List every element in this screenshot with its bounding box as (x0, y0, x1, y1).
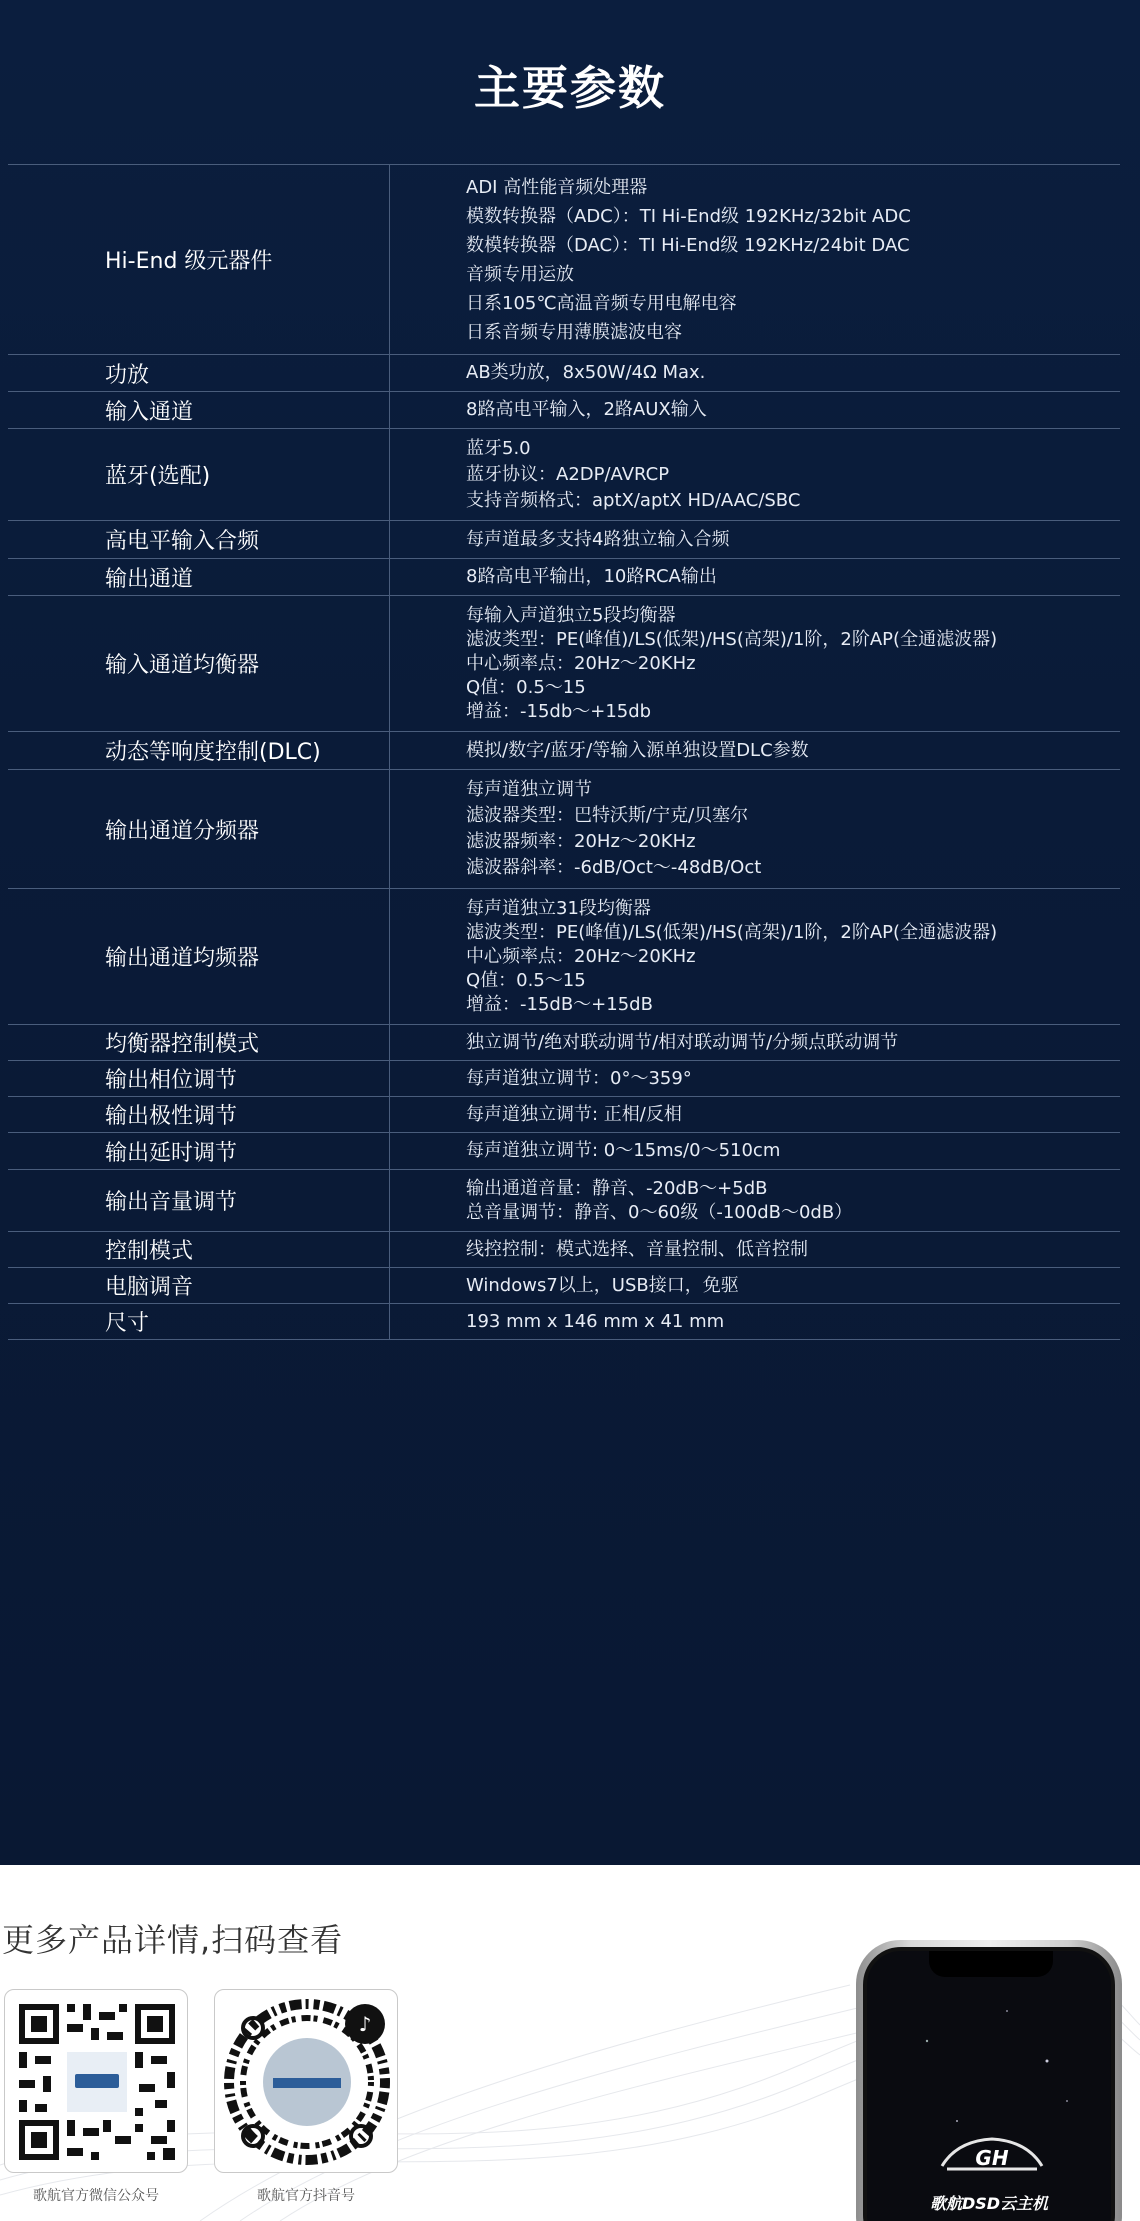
spec-row (8, 1025, 1120, 1061)
spec-row-values (390, 429, 1120, 520)
spec-value-line: 每声道独立调节：0°～359° (466, 1067, 692, 1089)
spec-value-line: 中心频率点：20Hz～20KHz (466, 652, 696, 674)
spec-row (8, 559, 1120, 596)
spec-value-line: 支持音频格式：aptX/aptX HD/AAC/SBC (466, 489, 801, 511)
spec-row (8, 521, 1120, 559)
spec-value-line: 蓝牙协议：A2DP/AVRCP (466, 463, 670, 485)
spec-row-label: 均衡器控制模式 (8, 1025, 390, 1060)
spec-row (8, 770, 1120, 889)
spec-value-line: 滤波器类型：巴特沃斯/宁克/贝塞尔 (466, 805, 749, 826)
spec-value-line: 蓝牙5.0 (466, 437, 531, 459)
spec-value-line: 音频专用运放 (466, 263, 574, 285)
spec-value-line: 增益：-15db～+15db (466, 700, 652, 722)
spec-value-line: AB类功放，8x50W/4Ω Max. (466, 362, 706, 383)
spec-value-line: 总音量调节：静音、0～60级（-100dB～0dB） (466, 1201, 853, 1223)
spec-row (8, 889, 1120, 1025)
spec-row-label: 输出音量调节 (8, 1170, 390, 1231)
spec-row-label: 功放 (8, 355, 390, 391)
footer-heading: 更多产品详情,扫码查看 (2, 1921, 344, 1959)
spec-value-line: 193 mm x 146 mm x 41 mm (466, 1310, 725, 1332)
spec-row-values (390, 1133, 1120, 1169)
spec-row (8, 355, 1120, 392)
footer-section (0, 1865, 1140, 2221)
spec-row (8, 732, 1120, 770)
spec-row (8, 1061, 1120, 1097)
spec-row-label: 输入通道 (8, 392, 390, 428)
phone-screen (863, 1947, 1115, 2221)
spec-row (8, 1097, 1120, 1133)
spec-value-line: 每声道独立31段均衡器 (466, 897, 651, 919)
spec-row (8, 429, 1120, 521)
spec-value-line: 独立调节/绝对联动调节/相对联动调节/分频点联动调节 (466, 1031, 899, 1053)
spec-row-values (390, 1025, 1120, 1060)
spec-row-values (390, 889, 1120, 1024)
spec-row-label: 输出延时调节 (8, 1133, 390, 1169)
spec-value-line: 增益：-15dB～+15dB (466, 993, 653, 1015)
spec-row-label: 输出通道 (8, 559, 390, 595)
spec-value-line: 滤波类型：PE(峰值)/LS(低架)/HS(高架)/1阶，2阶AP(全通滤波器) (466, 628, 998, 650)
page-title: 主要参数 (474, 61, 666, 115)
gh-car-logo-icon (937, 2131, 1047, 2181)
douyin-qr-card[interactable] (214, 1989, 398, 2173)
wechat-qr-caption: 歌航官方微信公众号 (33, 2188, 159, 2204)
spec-value-line: 每声道独立调节: 0～15ms/0～510cm (466, 1140, 781, 1161)
spec-value-line: ADI 高性能音频处理器 (466, 176, 648, 198)
spec-value-line: Q值：0.5～15 (466, 969, 586, 991)
svg-text:GH: GH (975, 2146, 1009, 2170)
spec-row-values (390, 1170, 1120, 1231)
wechat-qr-code-icon (5, 1990, 189, 2174)
spec-value-line: Q值：0.5～15 (466, 676, 586, 698)
spec-row-values (390, 521, 1120, 558)
spec-row-label: 控制模式 (8, 1232, 390, 1267)
spec-row (8, 596, 1120, 732)
spec-row-label: 输出通道均频器 (8, 889, 390, 1024)
spec-value-line: 每声道独立调节 (466, 779, 592, 800)
svg-text:♪: ♪ (358, 2012, 372, 2036)
spec-row-label: 动态等响度控制(DLC) (8, 732, 390, 769)
spec-row-values (390, 770, 1120, 888)
spec-row-label: 电脑调音 (8, 1268, 390, 1303)
spec-row-values (390, 392, 1120, 428)
spec-row-values (390, 165, 1120, 354)
spec-value-line: 滤波器斜率：-6dB/Oct～-48dB/Oct (466, 857, 762, 878)
douyin-qr-caption: 歌航官方抖音号 (257, 2188, 355, 2204)
spec-value-line: 8路高电平输入，2路AUX输入 (466, 399, 707, 420)
spec-value-line: 输出通道音量：静音、-20dB～+5dB (466, 1177, 768, 1199)
spec-value-line: 日系105℃高温音频专用电解电容 (466, 292, 737, 314)
spec-row-label: 蓝牙(选配) (8, 429, 390, 520)
spec-row (8, 1268, 1120, 1304)
spec-row-label: 输入通道均衡器 (8, 596, 390, 731)
spec-value-line: 滤波类型：PE(峰值)/LS(低架)/HS(高架)/1阶，2阶AP(全通滤波器) (466, 921, 998, 943)
spec-value-line: 线控控制：模式选择、音量控制、低音控制 (466, 1238, 808, 1260)
spec-value-line: 8路高电平输出，10路RCA输出 (466, 566, 717, 587)
spec-row (8, 1304, 1120, 1340)
spec-row-values (390, 1304, 1120, 1339)
spec-value-line: 每声道最多支持4路独立输入合频 (466, 528, 730, 550)
spec-value-line: Windows7以上，USB接口，免驱 (466, 1274, 739, 1296)
spec-row-values (390, 1232, 1120, 1267)
spec-row-label: 尺寸 (8, 1304, 390, 1339)
spec-value-line: 每声道独立调节: 正相/反相 (466, 1103, 682, 1125)
spec-row-label: 高电平输入合频 (8, 521, 390, 558)
spec-row-label: Hi-End 级元器件 (8, 165, 390, 354)
spec-row-label: 输出极性调节 (8, 1097, 390, 1132)
spec-table (8, 164, 1120, 1340)
phone-mockup (856, 1940, 1122, 2221)
spec-value-line: 数模转换器（DAC）：TI Hi-End级 192KHz/24bit DAC (466, 234, 910, 256)
spec-value-line: 模拟/数字/蓝牙/等输入源单独设置DLC参数 (466, 739, 809, 761)
spec-row-values (390, 1061, 1120, 1096)
spec-row-values (390, 732, 1120, 769)
spec-value-line: 每输入声道独立5段均衡器 (466, 604, 676, 626)
phone-app-text: 歌航DSD云主机 (929, 2194, 1049, 2213)
spec-row-label: 输出通道分频器 (8, 770, 390, 888)
spec-row (8, 392, 1120, 429)
douyin-qr-code-icon (215, 1990, 399, 2174)
spec-row-values (390, 1268, 1120, 1303)
spec-row (8, 1232, 1120, 1268)
spec-row (8, 1133, 1120, 1170)
wechat-qr-card[interactable] (4, 1989, 188, 2173)
spec-value-line: 模数转换器（ADC）：TI Hi-End级 192KHz/32bit ADC (466, 205, 911, 227)
spec-row-values (390, 1097, 1120, 1132)
spec-row-values (390, 355, 1120, 391)
spec-row-values (390, 596, 1120, 731)
spec-value-line: 中心频率点：20Hz～20KHz (466, 945, 696, 967)
spec-row (8, 165, 1120, 355)
spec-value-line: 滤波器频率：20Hz～20KHz (466, 831, 696, 852)
spec-row-label: 输出相位调节 (8, 1061, 390, 1096)
spec-row (8, 1170, 1120, 1232)
spec-value-line: 日系音频专用薄膜滤波电容 (466, 321, 682, 343)
spec-row-values (390, 559, 1120, 595)
